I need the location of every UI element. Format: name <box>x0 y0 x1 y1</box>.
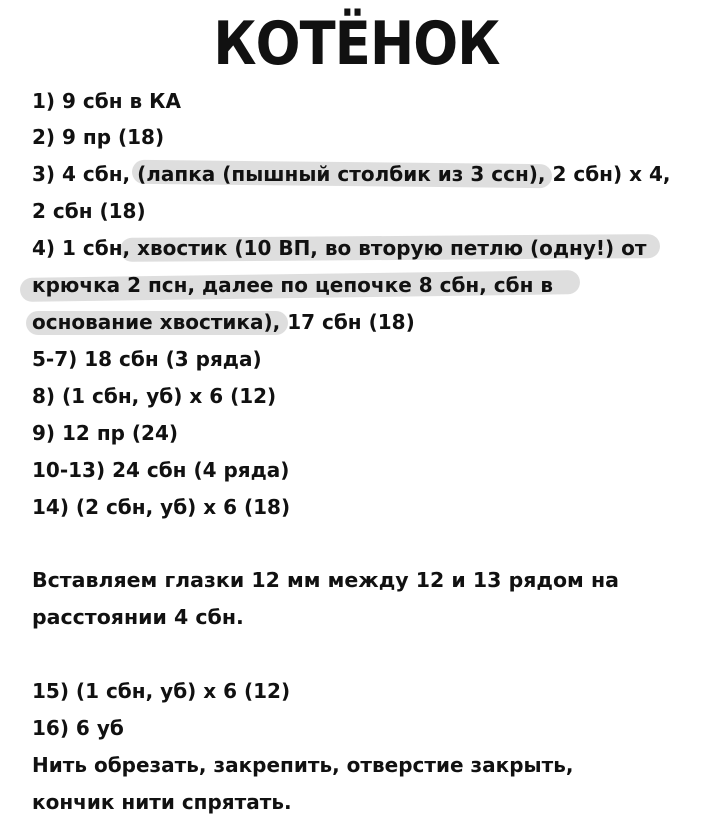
instruction-line: 16) 6 уб <box>32 716 124 740</box>
page-title: КОТЁНОК <box>213 9 500 79</box>
instruction-line: 1) 9 сбн в КА <box>32 89 181 113</box>
instruction-line: 14) (2 сбн, уб) x 6 (18) <box>32 495 291 519</box>
instruction-line: 10-13) 24 сбн (4 ряда) <box>32 458 290 482</box>
instruction-line: 2) 9 пр (18) <box>32 125 165 149</box>
instruction-line: 9) 12 пр (24) <box>32 421 179 445</box>
instruction-line: 4) 1 сбн, хвостик (10 ВП, во вторую петлю (одну!) от <box>32 236 647 260</box>
instruction-line: 2 сбн (18) <box>32 199 146 223</box>
eyes-note-line: расстоянии 4 сбн. <box>32 605 244 629</box>
finishing-line: кончик нити спрятать. <box>32 790 292 814</box>
eyes-note-line: Вставляем глазки 12 мм между 12 и 13 рядом на <box>32 568 619 592</box>
instruction-line: 3) 4 сбн, (лапка (пышный столбик из 3 ссн), 2 сбн) x 4, <box>32 162 671 186</box>
instruction-line: крючка 2 псн, далее по цепочке 8 сбн, сбн в <box>32 273 554 297</box>
instruction-line: основание хвостика), 17 сбн (18) <box>32 310 415 334</box>
instruction-line: 5-7) 18 сбн (3 ряда) <box>32 347 262 371</box>
instruction-line: 8) (1 сбн, уб) x 6 (12) <box>32 384 277 408</box>
instruction-line: 15) (1 сбн, уб) x 6 (12) <box>32 679 291 703</box>
finishing-line: Нить обрезать, закрепить, отверстие закрыть, <box>32 753 574 777</box>
